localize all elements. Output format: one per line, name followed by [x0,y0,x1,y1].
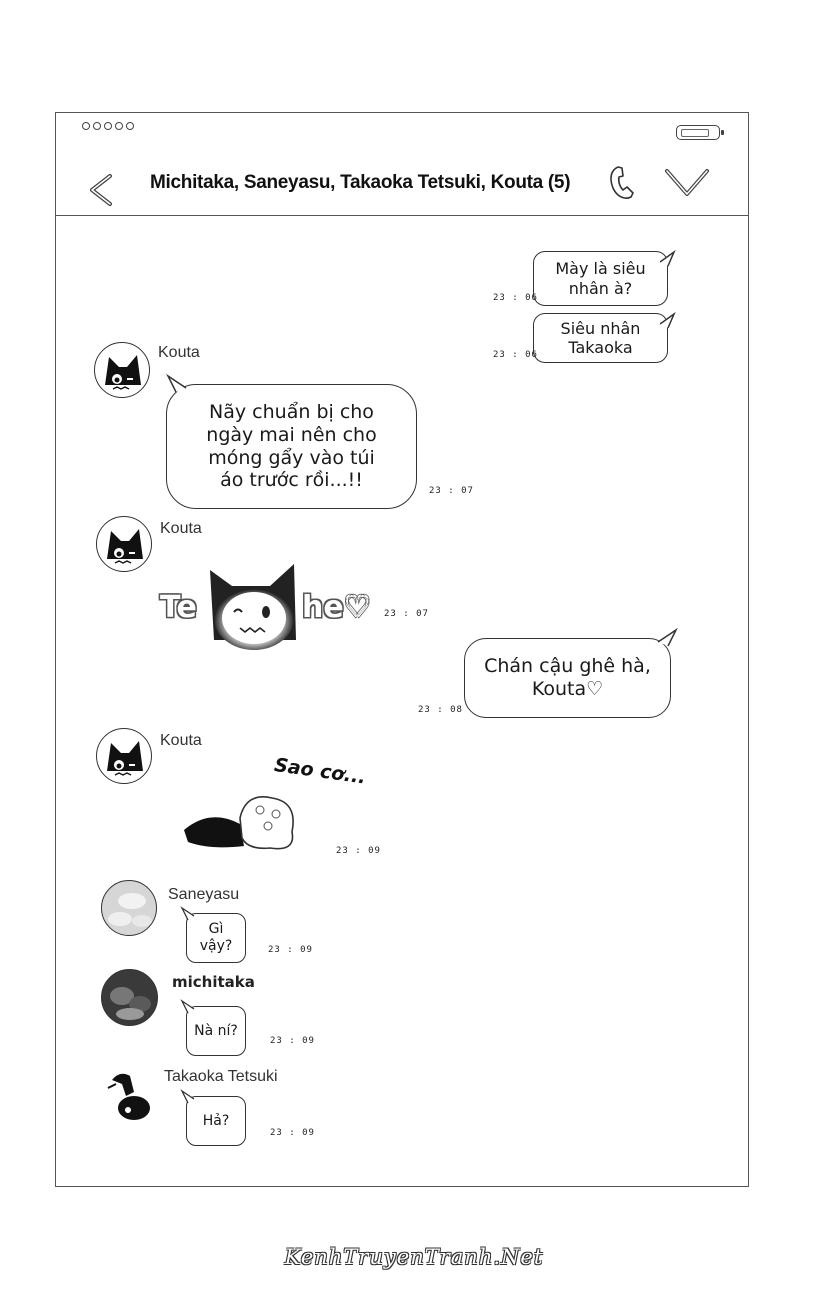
cat-avatar-icon [97,729,152,784]
watermark: KenhTruyenTranh.Net [284,1245,544,1269]
avatar-kouta[interactable] [96,728,152,784]
phone-icon[interactable] [608,164,636,202]
sender-name: Takaoka Tetsuki [164,1068,278,1085]
sticker-text: he♡ [302,590,371,625]
cat-sticker-icon [200,550,305,655]
message-text: Chán cậu ghê hà, Kouta♡ [484,655,651,700]
signal-dots-icon [82,122,134,130]
avatar-saneyasu[interactable] [101,880,157,936]
back-chevron-icon[interactable] [86,172,116,208]
avatar-kouta[interactable] [94,342,150,398]
cat-avatar-icon [97,517,152,572]
message-time: 23 : 07 [429,486,474,496]
photo-avatar-icon [102,881,157,936]
message-bubble-self [533,251,668,306]
bubble-tail [180,1089,196,1105]
chevron-down-icon[interactable] [664,166,710,200]
sticker-text: Sao cơ... [272,754,368,789]
message-time: 23 : 09 [336,846,381,856]
message-time: 23 : 06 [493,350,538,360]
avatar-michitaka[interactable] [101,969,158,1026]
bubble-tail [180,999,196,1015]
message-text: Nà ní? [194,1022,238,1039]
bubble-tail [660,250,678,268]
sender-name: michitaka [172,973,255,991]
sender-name: Kouta [158,344,200,361]
message-bubble-self [533,313,668,363]
message-time: 23 : 07 [384,609,429,619]
message-time: 23 : 09 [270,1128,315,1138]
message-time: 23 : 09 [270,1036,315,1046]
message-time: 23 : 06 [493,293,538,303]
message-bubble-self [464,638,671,718]
bubble-tail [166,372,188,394]
message-text: Mày là siêu nhân à? [555,259,646,298]
sticker-text: Te [160,590,197,625]
avatar-kouta[interactable] [96,516,152,572]
bubble-tail [656,626,678,648]
collapsed-cat-sticker-icon [180,788,320,860]
message-time: 23 : 08 [418,705,463,715]
message-text: Gì vậy? [199,921,233,954]
dinosaur-avatar-icon [104,1066,160,1122]
photo-avatar-icon [102,970,158,1026]
battery-icon [676,125,720,140]
avatar-takaoka[interactable] [104,1066,160,1122]
message-text: Hả? [202,1112,230,1129]
message-time: 23 : 09 [268,945,313,955]
bubble-tail [180,906,196,922]
bubble-tail [660,312,678,330]
message-text: Nãy chuẩn bị cho ngày mai nên cho móng gẩy vào túi áo trước rồi...!! [206,400,377,492]
message-bubble-other [166,384,417,509]
header-divider [55,215,749,216]
sender-name: Kouta [160,520,202,537]
message-text: Siêu nhân Takaoka [560,318,641,357]
sender-name: Kouta [160,732,202,749]
sender-name: Saneyasu [168,886,240,903]
cat-avatar-icon [95,343,150,398]
chat-title: Michitaka, Saneyasu, Takaoka Tetsuki, Kouta (5) [150,172,571,193]
